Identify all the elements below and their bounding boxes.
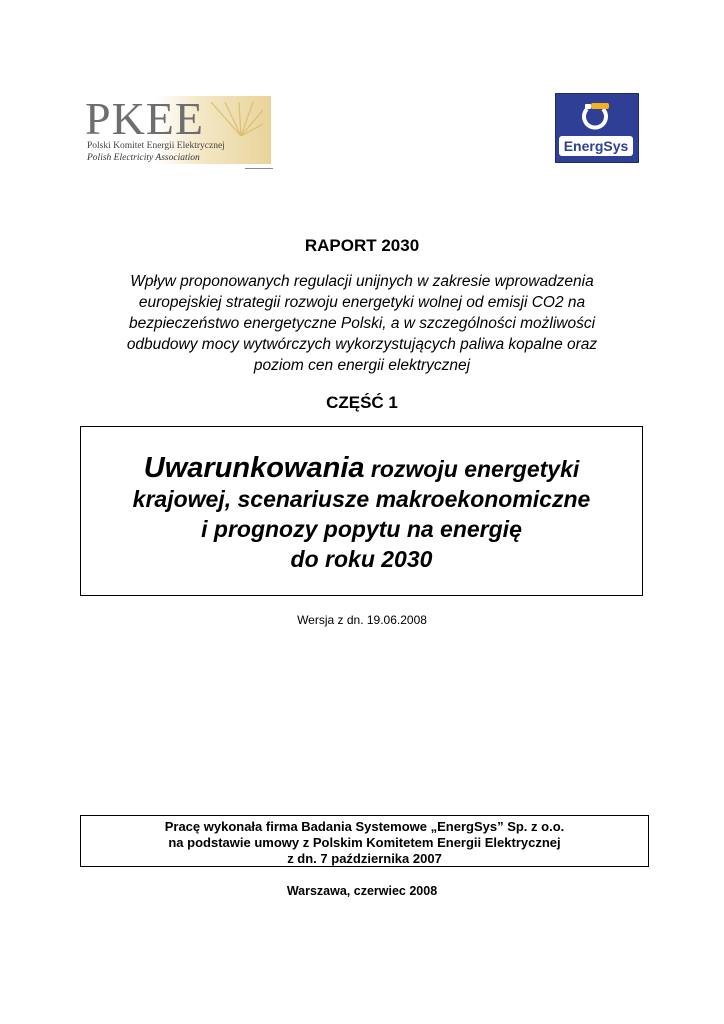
part-label: CZĘŚĆ 1	[326, 393, 398, 412]
credits-line: na podstawie umowy z Polskim Komitetem Energii Elektrycznej	[168, 835, 561, 850]
report-subtitle	[100, 271, 624, 376]
place-date: Warszawa, czerwiec 2008	[286, 884, 438, 898]
pkee-polish-name: Polski Komitet Energii Elektrycznej	[87, 141, 225, 151]
energsys-ring-icon	[579, 101, 611, 133]
main-title-box	[80, 426, 643, 596]
main-title-line-3: i prognozy popytu na energię	[201, 516, 522, 542]
main-title-line-1-rest: rozwoju energetyki	[364, 456, 580, 482]
energsys-wordmark: EnergSys	[563, 138, 629, 154]
pkee-english-name: Polish Electricity Association	[87, 153, 200, 163]
main-title	[81, 453, 642, 574]
subtitle-line: europejskiej strategii rozwoju energetyki wolnej od emisji CO2 na	[138, 294, 586, 311]
main-title-line-2: krajowej, scenariusze makroekonomiczne	[132, 486, 591, 512]
report-title: RAPORT 2030	[304, 236, 420, 255]
main-title-keyword: Uwarunkowania	[143, 452, 365, 484]
energsys-wordmark-box	[559, 136, 633, 156]
main-title-line-1	[81, 453, 642, 484]
pkee-wordmark: PKEE	[85, 93, 204, 144]
version-date: Wersja z dn. 19.06.2008	[297, 613, 427, 627]
credits-line: Pracę wykonała firma Badania Systemowe „EnergSys” Sp. z o.o.	[164, 819, 565, 834]
credits-box	[80, 815, 649, 867]
pkee-underline	[245, 168, 273, 169]
pkee-logo	[85, 93, 275, 172]
subtitle-line: poziom cen energii elektrycznej	[253, 357, 471, 374]
credits-line: z dn. 7 października 2007	[287, 851, 442, 866]
energsys-logo	[555, 93, 639, 163]
subtitle-line: odbudowy mocy wytwórczych wykorzystujących paliwa kopalne oraz	[126, 336, 598, 353]
main-title-line-4: do roku 2030	[290, 546, 433, 572]
subtitle-line: bezpieczeństwo energetyczne Polski, a w szczególności możliwości	[128, 315, 596, 332]
pkee-sun-rays-icon	[201, 102, 263, 136]
subtitle-line: Wpływ proponowanych regulacji unijnych w zakresie wprowadzenia	[130, 273, 594, 290]
